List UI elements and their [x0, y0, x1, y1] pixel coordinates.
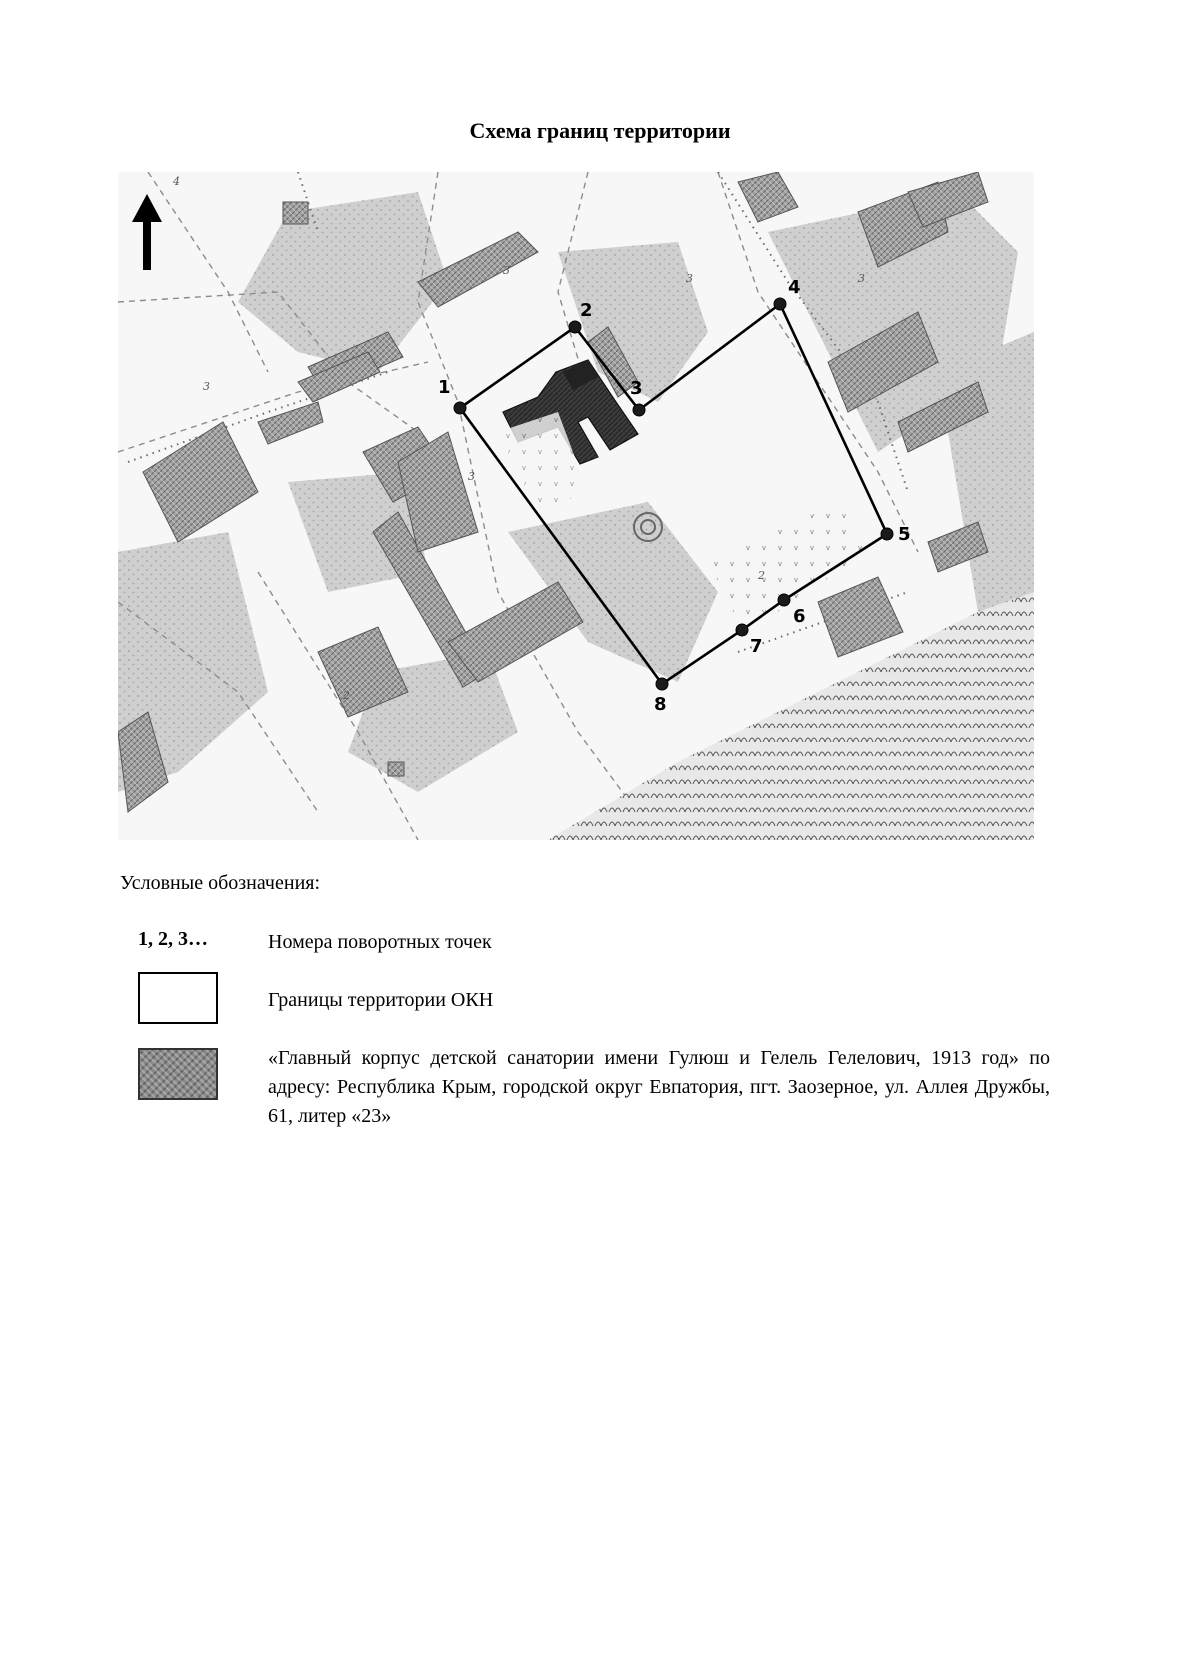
contour-label: 3: [858, 272, 865, 285]
contour-label: 3: [468, 470, 475, 483]
turning-point-label-8: 8: [654, 694, 667, 715]
turning-point-label-3: 3: [630, 378, 643, 399]
turning-point-label-7: 7: [750, 636, 763, 657]
contour-label: 3: [686, 272, 693, 285]
legend-row-turning-points: [138, 928, 1038, 958]
legend-row-okn: [138, 1044, 1050, 1134]
turning-point-label-4: 4: [788, 277, 801, 298]
turning-point-label-6: 6: [793, 606, 806, 627]
legend-desc-boundary: Границы территории ОКН: [268, 989, 494, 1011]
turning-point-label-5: 5: [898, 524, 911, 545]
turning-point-1: [454, 402, 466, 414]
contour-label: 4: [173, 175, 180, 188]
turning-point-2: [569, 321, 581, 333]
turning-point-5: [881, 528, 893, 540]
turning-point-4: [774, 298, 786, 310]
turning-point-6: [778, 594, 790, 606]
turning-point-label-1: 1: [438, 377, 451, 398]
legend-row-boundary: [138, 972, 1038, 1028]
legend-desc-turning-points: Номера поворотных точек: [268, 931, 492, 953]
okn-hatched-box-icon: [138, 1048, 218, 1100]
turning-point-label-2: 2: [580, 300, 593, 321]
page-title: Схема границ территории: [469, 118, 731, 143]
contour-label: 3: [503, 264, 510, 277]
legend-heading: Условные обозначения:: [120, 872, 321, 894]
turning-point-8: [656, 678, 668, 690]
turning-point-3: [633, 404, 645, 416]
boundary-box-icon: [138, 972, 218, 1024]
contour-label: 2: [758, 569, 765, 582]
turning-point-7: [736, 624, 748, 636]
contour-label: 3: [203, 380, 210, 393]
map-frame: [118, 172, 1034, 840]
legend-key-numbers: 1, 2, 3…: [138, 928, 208, 950]
contour-label: 2: [343, 689, 350, 702]
boundary-map: [118, 172, 1034, 840]
legend-desc-okn: «Главный корпус детской санатории имени Гулюш и Гелель Гелелович, 1913 год» по адресу: Республика Крым, городской округ Евпатория, пгт. Заозерное, ул. Аллея Дружбы, 61, литер «23»: [268, 1047, 1050, 1127]
